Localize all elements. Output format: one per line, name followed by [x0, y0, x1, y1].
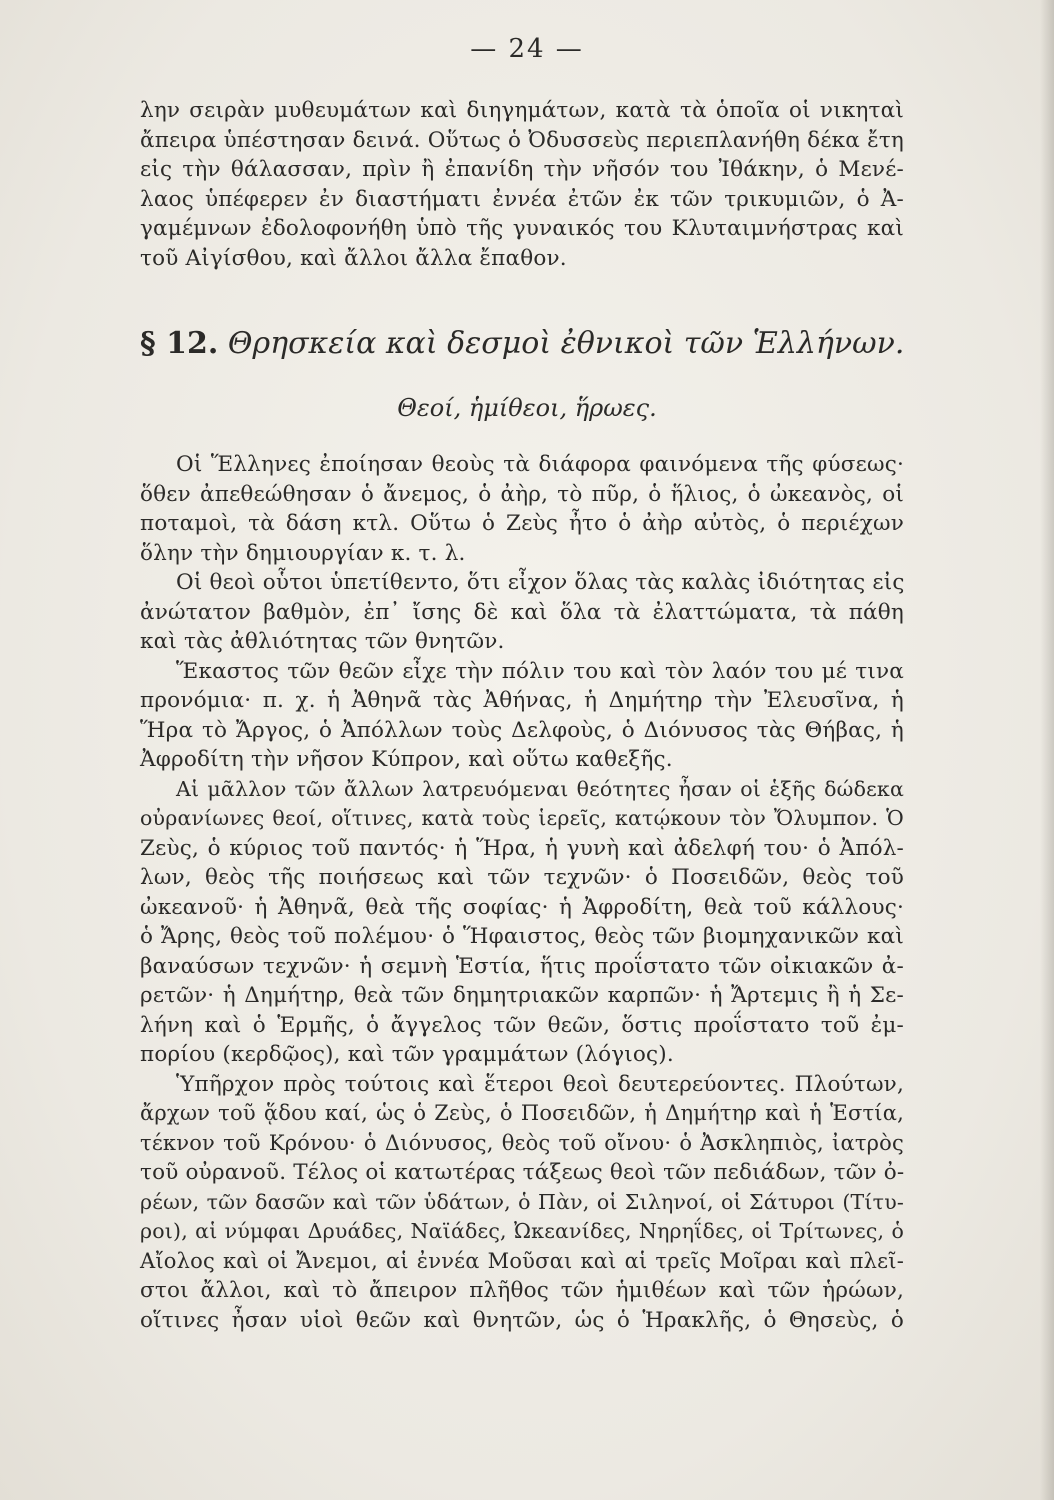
text-line: πορίου (κερδῷος), καὶ τῶν γραμμάτων (λόγιος). — [140, 1042, 674, 1067]
text-line: προνόμια· π. χ. ἡ Ἀθηνᾶ τὰς Ἀθήνας, ἡ Δημήτηρ τὴν Ἐλευσῖνα, ἡ — [140, 688, 904, 713]
text-line: ποταμοὶ, τὰ δάση κτλ. Οὕτω ὁ Ζεὺς ἦτο ὁ ἀὴρ αὐτὸς, ὁ περιέχων — [140, 511, 904, 536]
text-line: βαναύσων τεχνῶν· ἡ σεμνὴ Ἑστία, ἥτις προΐστατο τῶν οἰκιακῶν ἀ- — [140, 953, 904, 979]
text-line: ἀνώτατον βαθμὸν, ἐπ᾿ ἴσης δὲ καὶ ὅλα τὰ ἐλαττώματα, τὰ πάθη — [140, 599, 904, 625]
text-line: ρέων, τῶν δασῶν καὶ τῶν ὑδάτων, ὁ Πὰν, οἱ Σιληνοί, οἱ Σάτυροι (Τίτυ- — [140, 1189, 904, 1214]
page-number: — 24 — — [470, 34, 584, 64]
intro-paragraph — [140, 96, 904, 273]
text-line: λων, θεὸς τῆς ποιήσεως καὶ τῶν τεχνῶν· ὁ Ποσειδῶν, θεὸς τοῦ — [140, 865, 904, 890]
text-line: ἄπειρα ὑπέστησαν δεινά. Οὕτως ὁ Ὀδυσσεὺς περιεπλανήθη δέκα ἔτη — [140, 127, 904, 153]
text-line: τοῦ Αἰγίσθου, καὶ ἄλλοι ἄλλα ἔπαθον. — [140, 245, 567, 271]
text-line: Ἕκαστος τῶν θεῶν εἶχε τὴν πόλιν του καὶ τὸν λαόν του μέ τινα — [176, 658, 904, 684]
text-line: λήνη καὶ ὁ Ἑρμῆς, ὁ ἄγγελος τῶν θεῶν, ὅστις προΐστατο τοῦ ἐμ- — [140, 1012, 904, 1038]
text-line: ροι), αἱ νύμφαι Δρυάδες, Ναϊάδες, Ὠκεανίδες, Νηρηΐδες, οἱ Τρίτωνες, ὁ — [140, 1219, 904, 1243]
text-line: Οἱ θεοὶ οὗτοι ὑπετίθεντο, ὅτι εἶχον ὅλας τὰς καλὰς ἰδιότητας εἰς — [176, 570, 905, 595]
text-line: Ἀφροδίτη τὴν νῆσον Κύπρον, καὶ οὕτω καθεξῆς. — [140, 747, 673, 772]
text-line: οἵτινες ἦσαν υἱοὶ θεῶν καὶ θνητῶν, ὡς ὁ Ἡρακλῆς, ὁ Θησεὺς, ὁ — [140, 1307, 904, 1333]
section-number: § 12. — [140, 326, 219, 361]
section-title: Θρησκεία καὶ δεσμοὶ ἐθνικοὶ τῶν Ἑλλήνων. — [227, 326, 905, 361]
body-text — [140, 450, 904, 1335]
text-line: γαμέμνων ἐδολοφονήθη ὑπὸ τῆς γυναικός του Κλυταιμνήστρας καὶ — [140, 216, 904, 241]
text-line: τέκνον τοῦ Κρόνου· ὁ Διόνυσος, θεὸς τοῦ οἴνου· ὁ Ἀσκληπιὸς, ἰατρὸς — [140, 1130, 904, 1155]
text-line: Ἥρα τὸ Ἄργος, ὁ Ἀπόλλων τοὺς Δελφοὺς, ὁ Διόνυσος τὰς Θήβας, ἡ — [140, 717, 904, 743]
section-subtitle: Θεοί, ἡμίθεοι, ἥρωες. — [397, 394, 657, 422]
text-line: ἄρχων τοῦ ᾅδου καί, ὡς ὁ Ζεὺς, ὁ Ποσειδῶν, ἡ Δημήτηρ καὶ ἡ Ἑστία, — [140, 1101, 904, 1125]
text-line: οὐρανίωνες θεοί, οἵτινες, κατὰ τοὺς ἱερεῖς, κατῴκουν τὸν Ὄλυμπον. Ὁ — [140, 806, 904, 830]
text-line: εἰς τὴν θάλασσαν, πρὶν ἢ ἐπανίδη τὴν νῆσόν του Ἰθάκην, ὁ Μενέ- — [140, 157, 904, 182]
text-line: λην σειρὰν μυθευμάτων καὶ διηγημάτων, κατὰ τὰ ὁποῖα οἱ νικηταὶ — [140, 98, 904, 123]
text-line: Αἱ μᾶλλον τῶν ἄλλων λατρευόμεναι θεότητες ἦσαν οἱ ἑξῆς δώδεκα — [176, 776, 904, 801]
text-line: ὅθεν ἀπεθεώθησαν ὁ ἄνεμος, ὁ ἀὴρ, τὸ πῦρ, ὁ ἥλιος, ὁ ὠκεανὸς, οἱ — [140, 481, 904, 507]
text-line: Αἴολος καὶ οἱ Ἄνεμοι, αἱ ἐννέα Μοῦσαι καὶ αἱ τρεῖς Μοῖραι καὶ πλεῖ- — [140, 1248, 904, 1273]
text-line: στοι ἄλλοι, καὶ τὸ ἄπειρον πλῆθος τῶν ἡμιθέων καὶ τῶν ἡρώων, — [140, 1278, 904, 1303]
text-line: Ὑπῆρχον πρὸς τούτοις καὶ ἕτεροι θεοὶ δευτερεύοντες. Πλούτων, — [176, 1071, 904, 1097]
text-line: ὁ Ἄρης, θεὸς τοῦ πολέμου· ὁ Ἥφαιστος, θεὸς τῶν βιομηχανικῶν καὶ — [140, 924, 904, 949]
section-heading — [140, 318, 910, 370]
text-line: ρετῶν· ἡ Δημήτηρ, θεὰ τῶν δημητριακῶν καρπῶν· ἡ Ἄρτεμις ἢ ἡ Σε- — [140, 983, 904, 1008]
text-line: τοῦ οὐρανοῦ. Τέλος οἱ κατωτέρας τάξεως θεοὶ τῶν πεδιάδων, τῶν ὀ- — [140, 1160, 905, 1185]
text-line: καὶ τὰς ἀθλιότητας τῶν θνητῶν. — [140, 629, 505, 654]
text-line: ὠκεανοῦ· ἡ Ἀθηνᾶ, θεὰ τῆς σοφίας· ἡ Ἀφροδίτη, θεὰ τοῦ κάλλους· — [140, 894, 904, 920]
text-line: Οἱ Ἕλληνες ἐποίησαν θεοὺς τὰ διάφορα φαινόμενα τῆς φύσεως· — [176, 452, 904, 477]
text-line: Ζεὺς, ὁ κύριος τοῦ παντός· ἡ Ἥρα, ἡ γυνὴ καὶ ἀδελφή του· ὁ Ἀπόλ- — [140, 835, 904, 861]
text-line: ὅλην τὴν δημιουργίαν κ. τ. λ. — [140, 540, 466, 566]
page-edge-shadow — [1040, 0, 1054, 1500]
text-line: λαος ὑπέφερεν ἐν διαστήματι ἐννέα ἐτῶν ἐκ τῶν τρικυμιῶν, ὁ Ἀ- — [140, 186, 904, 212]
